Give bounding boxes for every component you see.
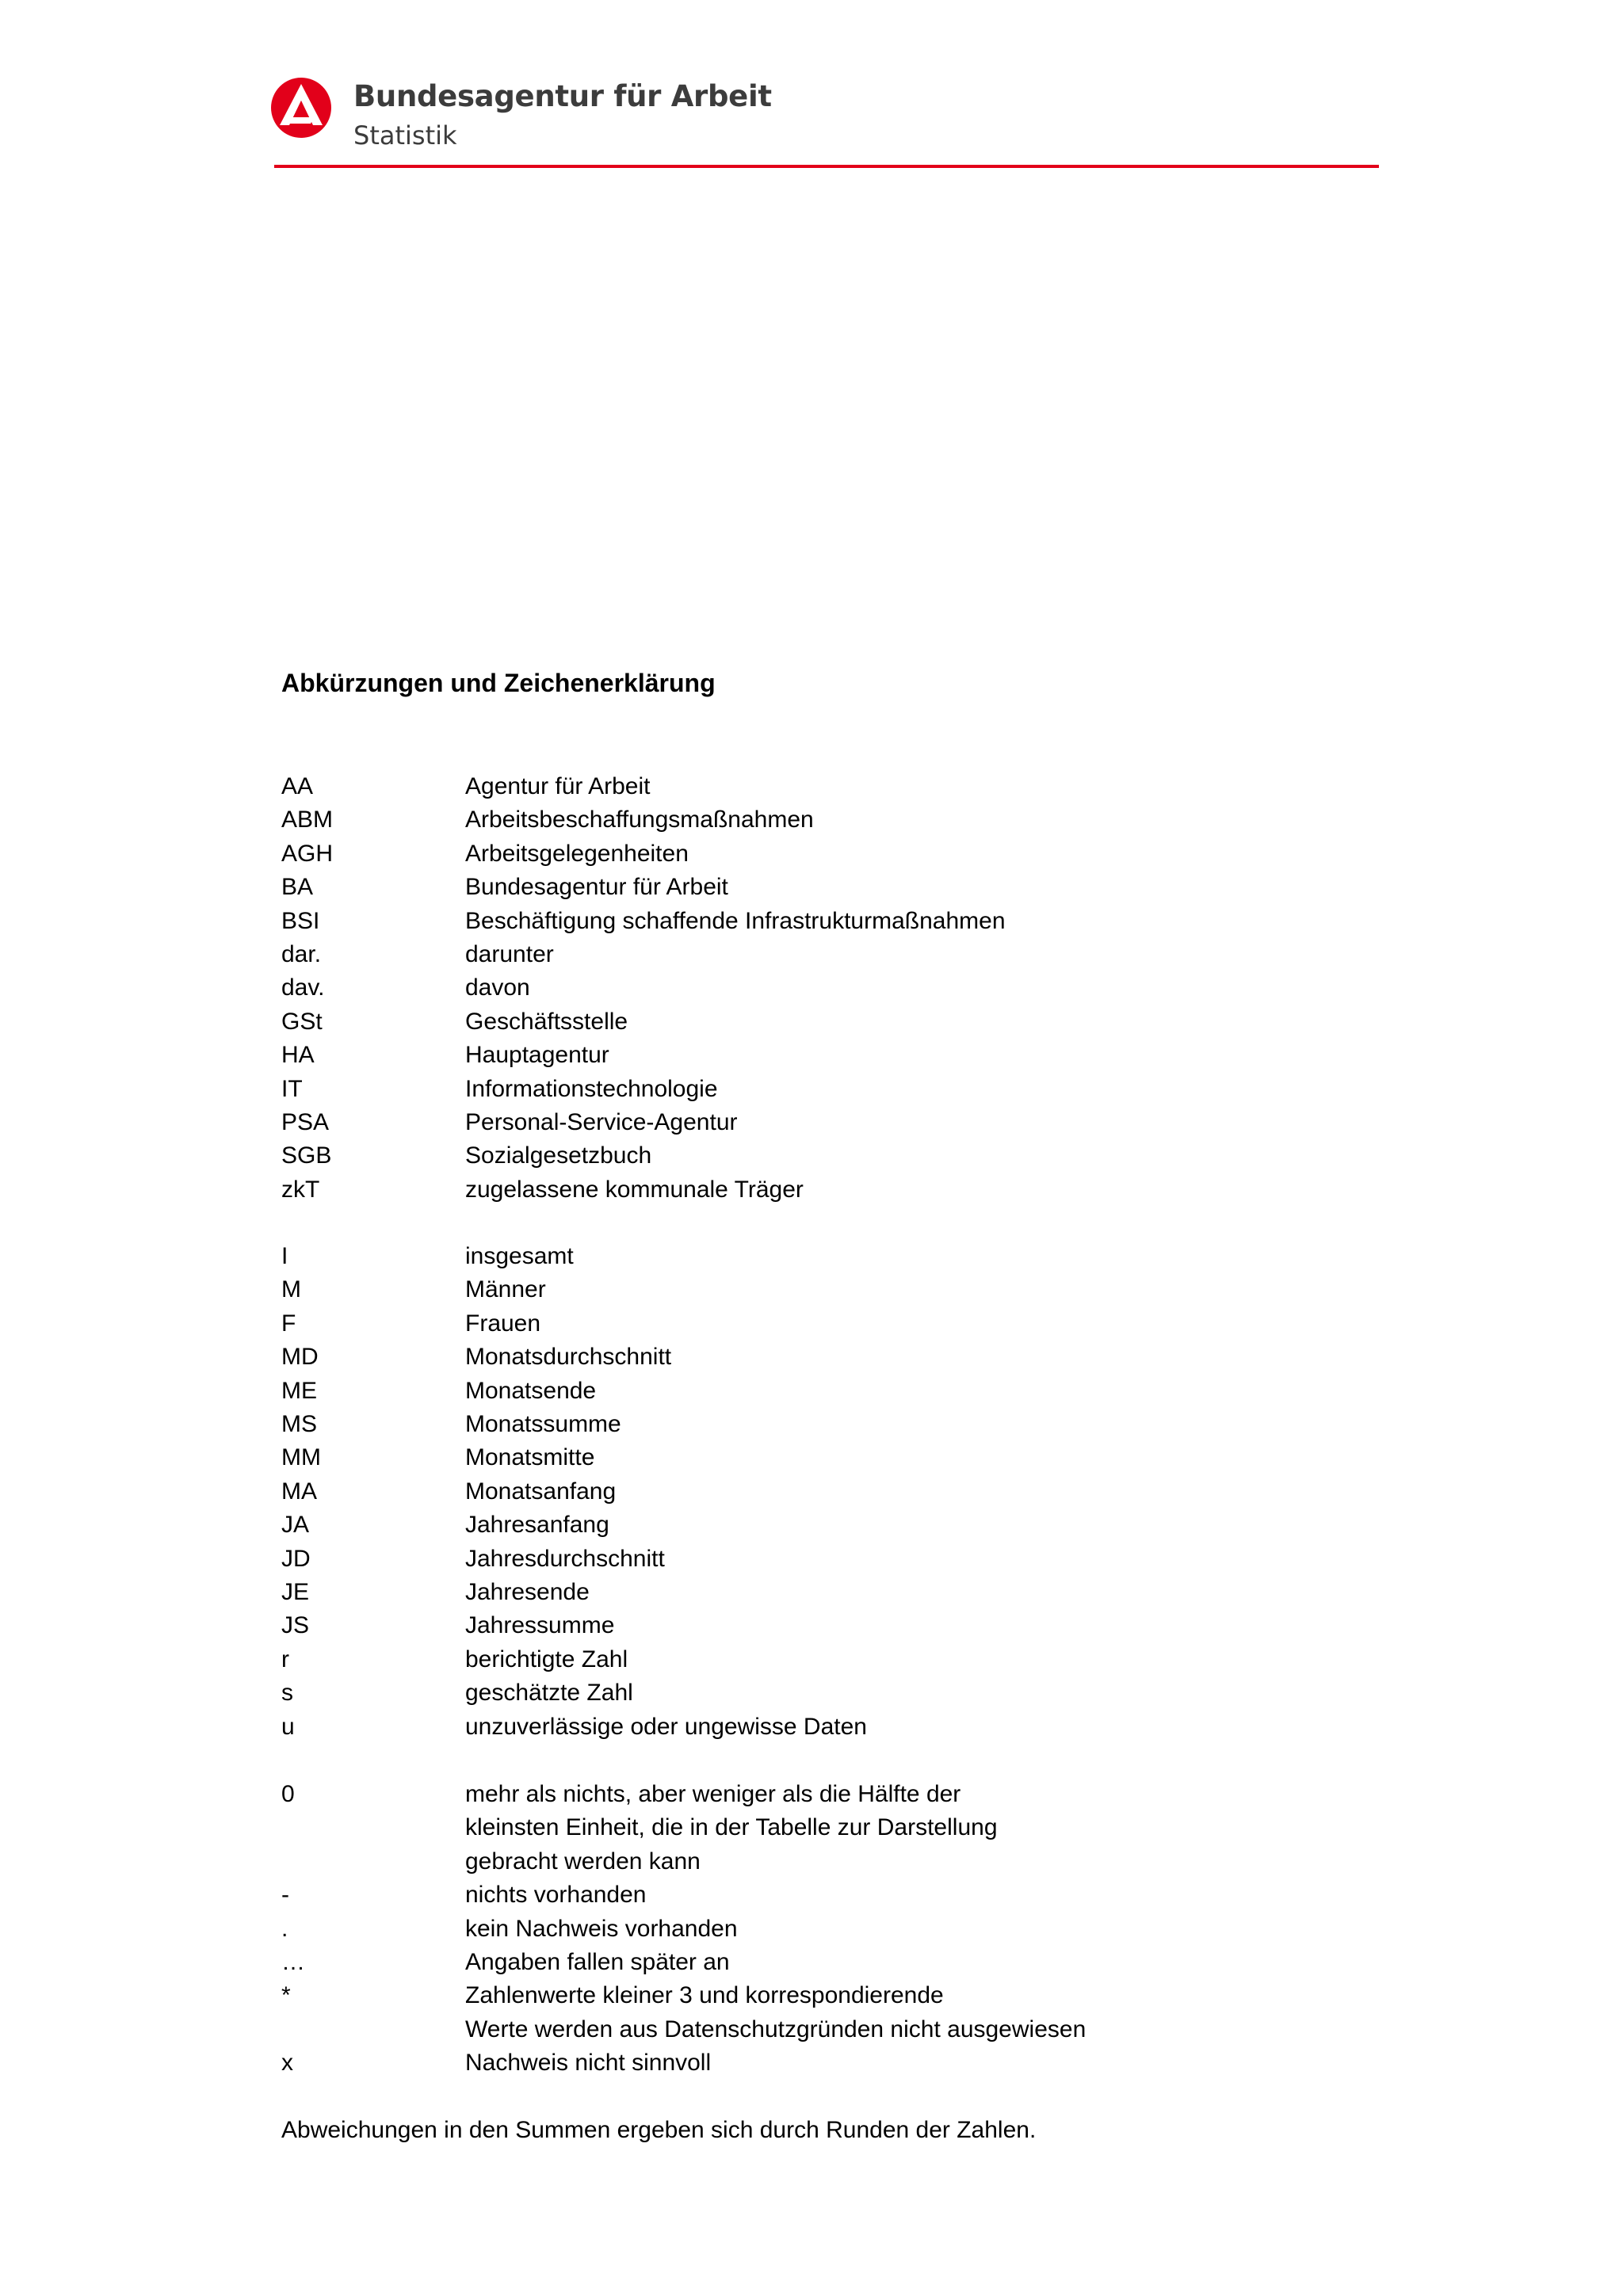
explanation: Monatsdurchschnitt	[465, 1344, 672, 1371]
abbreviation: HA	[281, 1042, 315, 1069]
abbreviation: F	[281, 1310, 296, 1337]
abbreviation: M	[281, 1276, 301, 1303]
explanation: Bundesagentur für Arbeit	[465, 874, 728, 901]
abbreviation: x	[281, 2050, 293, 2077]
abbreviation: JE	[281, 1579, 310, 1606]
legend-row	[281, 905, 1312, 938]
legend-row	[281, 770, 1312, 803]
explanation: Zahlenwerte kleiner 3 und korrespondierende	[465, 1982, 944, 2009]
abbreviation: MD	[281, 1344, 319, 1371]
explanation: Informationstechnologie	[465, 1075, 718, 1102]
abbreviation: SGB	[281, 1142, 332, 1169]
explanation: berichtigte Zahl	[465, 1646, 628, 1672]
legend-row	[281, 1375, 1312, 1408]
explanation: Geschäftsstelle	[465, 1008, 628, 1035]
explanation: Werte werden aus Datenschutzgründen nicht ausgewiesen	[465, 2016, 1086, 2042]
legend-row	[281, 1273, 1312, 1306]
explanation: Hauptagentur	[465, 1042, 609, 1069]
explanation: Angaben fallen später an	[465, 1949, 730, 1976]
explanation: kein Nachweis vorhanden	[465, 1915, 738, 1942]
abbreviation	[281, 2013, 465, 2046]
legend-row	[281, 1139, 1312, 1173]
explanation: gebracht werden kann	[465, 1848, 701, 1875]
explanation: zugelassene kommunale Träger	[465, 1176, 804, 1203]
legend-row	[281, 803, 1312, 837]
abbreviation: ABM	[281, 807, 334, 833]
symbol-legend-list	[281, 1778, 1312, 2081]
abbreviation: 0	[281, 1781, 295, 1807]
org-subtitle: Statistik	[353, 120, 457, 151]
explanation: darunter	[465, 941, 554, 968]
legend-row	[281, 1508, 1312, 1542]
legend-row	[281, 971, 1312, 1005]
legend-row	[281, 1073, 1312, 1106]
explanation: Beschäftigung schaffende Infrastrukturmaßnahmen	[465, 907, 1006, 934]
legend-row	[281, 1475, 1312, 1508]
explanation: Frauen	[465, 1310, 541, 1337]
abbreviation: u	[281, 1713, 295, 1740]
abbreviation: PSA	[281, 1109, 330, 1136]
explanation: Personal-Service-Agentur	[465, 1109, 738, 1136]
explanation: Monatsende	[465, 1377, 597, 1404]
abbreviation: dar.	[281, 941, 322, 968]
legend-row	[281, 1106, 1312, 1139]
abbreviation: JS	[281, 1612, 310, 1639]
legend-row	[281, 1341, 1312, 1374]
abbreviation: …	[281, 1949, 305, 1976]
legend-row	[281, 1408, 1312, 1441]
legend-row	[281, 1676, 1312, 1710]
abbreviation: MA	[281, 1478, 317, 1505]
legend-row	[281, 1711, 1312, 1744]
explanation: insgesamt	[465, 1243, 574, 1269]
footnote: Abweichungen in den Summen ergeben sich durch Runden der Zahlen.	[281, 2117, 1037, 2143]
legend-row	[281, 938, 1312, 971]
abbreviation: BA	[281, 874, 314, 901]
legend-row	[281, 1811, 1312, 1844]
abbreviation: I	[281, 1243, 288, 1269]
abbreviation: GSt	[281, 1008, 323, 1035]
legend-row	[281, 1946, 1312, 1979]
explanation: davon	[465, 974, 530, 1001]
legend-row	[281, 1845, 1312, 1878]
explanation: Jahresende	[465, 1579, 590, 1606]
legend-row	[281, 1543, 1312, 1576]
unit-abbreviation-list	[281, 1240, 1312, 1744]
legend-row	[281, 1039, 1312, 1072]
explanation: Nachweis nicht sinnvoll	[465, 2050, 712, 2077]
header	[269, 73, 1379, 168]
explanation: Agentur für Arbeit	[465, 773, 651, 799]
abbreviation	[281, 1811, 465, 1844]
explanation: Sozialgesetzbuch	[465, 1142, 652, 1169]
explanation: Monatsmitte	[465, 1444, 595, 1471]
legend-row	[281, 1173, 1312, 1207]
explanation: Monatssumme	[465, 1411, 621, 1438]
legend-row	[281, 2046, 1312, 2080]
abbreviation: s	[281, 1680, 293, 1707]
explanation: unzuverlässige oder ungewisse Daten	[465, 1713, 867, 1740]
legend-row	[281, 1778, 1312, 1811]
abbreviation: .	[281, 1915, 288, 1942]
explanation: Arbeitsgelegenheiten	[465, 840, 689, 867]
explanation: Monatsanfang	[465, 1478, 617, 1505]
abbreviation: IT	[281, 1075, 303, 1102]
legend-row	[281, 1979, 1312, 2012]
abbreviation: AGH	[281, 840, 334, 867]
legend-row	[281, 837, 1312, 871]
ba-logo-icon	[269, 76, 333, 139]
abbreviation: MM	[281, 1444, 321, 1471]
legend-row	[281, 1576, 1312, 1609]
explanation: Männer	[465, 1276, 546, 1303]
org-name: Bundesagentur für Arbeit	[353, 79, 772, 113]
abbreviation: zkT	[281, 1176, 320, 1203]
legend-row	[281, 1878, 1312, 1912]
legend-row	[281, 1609, 1312, 1642]
abbreviation: r	[281, 1646, 289, 1672]
explanation: mehr als nichts, aber weniger als die Hälfte der	[465, 1781, 961, 1807]
abbreviation: AA	[281, 773, 314, 799]
abbreviation-list	[281, 770, 1312, 1207]
abbreviation: -	[281, 1882, 289, 1909]
legend-row	[281, 1240, 1312, 1273]
explanation: Jahressumme	[465, 1612, 615, 1639]
explanation: Jahresanfang	[465, 1512, 609, 1539]
explanation: Arbeitsbeschaffungsmaßnahmen	[465, 807, 814, 833]
abbreviation: *	[281, 1982, 291, 2009]
explanation: geschätzte Zahl	[465, 1680, 633, 1707]
abbreviation: dav.	[281, 974, 325, 1001]
legend-row	[281, 1005, 1312, 1039]
explanation: nichts vorhanden	[465, 1882, 647, 1909]
explanation: kleinsten Einheit, die in der Tabelle zur Darstellung	[465, 1814, 998, 1841]
legend-row	[281, 1441, 1312, 1474]
legend-row	[281, 1307, 1312, 1341]
abbreviation: BSI	[281, 907, 320, 934]
page-title: Abkürzungen und Zeichenerklärung	[281, 669, 716, 697]
abbreviation: ME	[281, 1377, 317, 1404]
explanation: Jahresdurchschnitt	[465, 1545, 665, 1572]
header-rule	[274, 165, 1379, 168]
legend-row	[281, 1643, 1312, 1676]
legend-row	[281, 871, 1312, 904]
abbreviation: MS	[281, 1411, 317, 1438]
legend-row	[281, 1913, 1312, 1946]
legend-row	[281, 2013, 1312, 2046]
abbreviation: JD	[281, 1545, 311, 1572]
abbreviation: JA	[281, 1512, 310, 1539]
abbreviation	[281, 1845, 465, 1878]
